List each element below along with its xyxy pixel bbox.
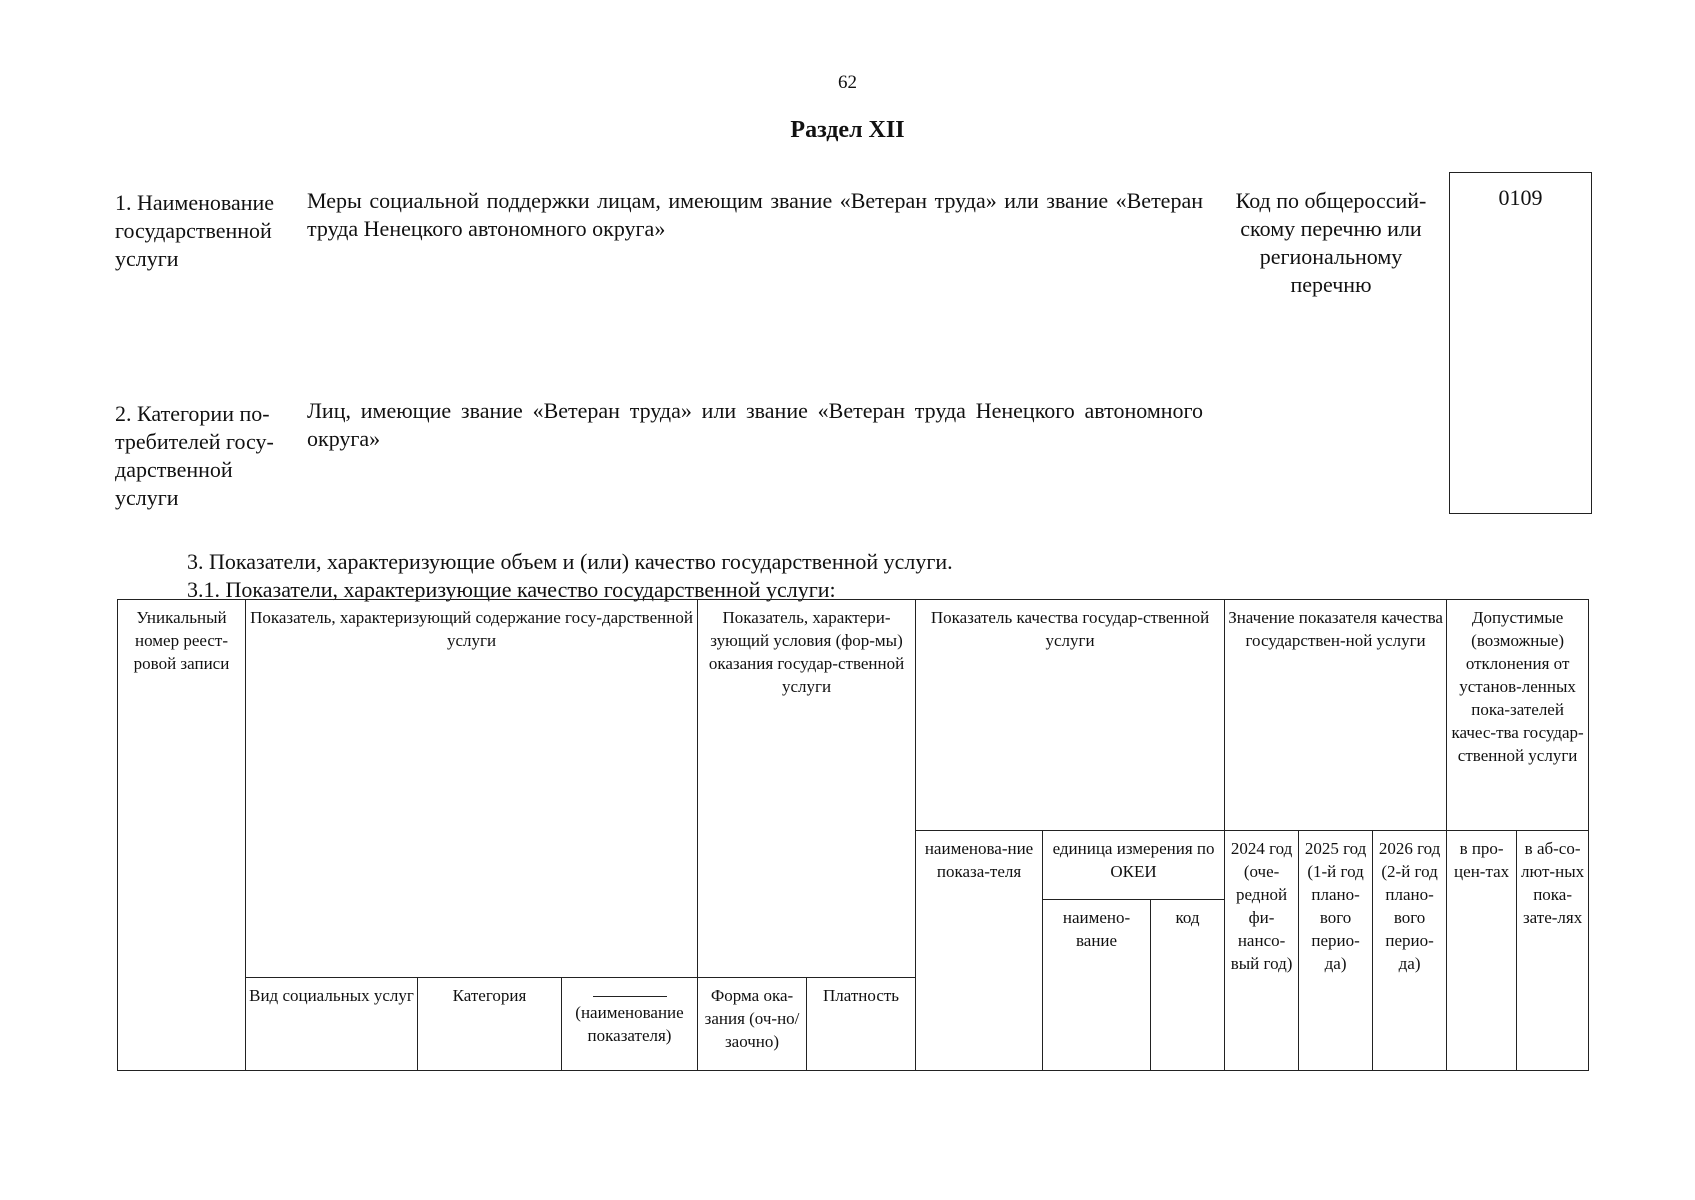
- header-in-percent: в про-цен-тах: [1447, 831, 1517, 1071]
- header-content-indicator: Показатель, характеризующий содержание госу-дарственной услуги: [246, 600, 698, 978]
- consumer-category-value: Лиц, имеющие звание «Ветеран труда» или звание «Ветеран труда Ненецкого автономного округа»: [307, 398, 1203, 451]
- header-in-absolute: в аб-со-лют-ных пока-зате-лях: [1517, 831, 1589, 1071]
- service-name-label: 1. Наименование государственной услуги: [115, 190, 275, 271]
- header-quality-value: Значение показателя качества государствен-ной услуги: [1225, 600, 1447, 831]
- header-category: Категория: [418, 977, 562, 1070]
- header-year-2026: 2026 год (2-й год плано-вого перио-да): [1373, 831, 1447, 1071]
- code-label: Код по общероссий-скому перечню или региональному перечню: [1235, 188, 1427, 297]
- section-title: Раздел XII: [790, 117, 905, 143]
- page-number: 62: [838, 72, 857, 93]
- blank-line: [593, 984, 667, 997]
- header-deviations: Допустимые (возможные) отклонения от установ-ленных пока-зателей качес-тва государ-ственной услуги: [1447, 600, 1589, 831]
- quality-indicators-table: [117, 599, 1589, 1071]
- header-okei-code: код: [1151, 899, 1225, 1070]
- code-value: 0109: [1498, 185, 1543, 210]
- header-unique-number: Уникальный номер реест-ровой записи: [118, 600, 246, 1071]
- code-box: [1449, 172, 1592, 514]
- header-indicator-name: наименова-ние показа-теля: [916, 831, 1043, 1071]
- header-payment: Платность: [807, 977, 916, 1070]
- header-social-services: Вид социальных услуг: [246, 977, 418, 1070]
- heading-3: 3. Показатели, характеризующие объем и (или) качество государственной услуги.: [187, 549, 953, 574]
- header-year-2025: 2025 год (1-й год плано-вого перио-да): [1299, 831, 1373, 1071]
- header-condition-indicator: Показатель, характери-зующий условия (фор-мы) оказания государ-ственной услуги: [698, 600, 916, 978]
- header-service-form: Форма ока-зания (оч-но/заочно): [698, 977, 807, 1070]
- header-okei-name: наимено-вание: [1043, 899, 1151, 1070]
- heading-3-1: 3.1. Показатели, характеризующие качество государственной услуги:: [187, 577, 836, 602]
- header-indicator-name-blank: (наименование показателя): [562, 977, 698, 1070]
- consumer-category-label: 2. Категории по-требителей госу-дарственной услуги: [115, 401, 274, 510]
- header-quality-indicator: Показатель качества государ-ственной услуги: [916, 600, 1225, 831]
- service-name-value: Меры социальной поддержки лицам, имеющим звание «Ветеран труда» или звание «Ветеран труда Ненецкого автономного округа»: [307, 188, 1203, 241]
- header-okei-unit: единица измерения по ОКЕИ: [1043, 831, 1225, 899]
- header-year-2024: 2024 год (оче-редной фи-нансо-вый год): [1225, 831, 1299, 1071]
